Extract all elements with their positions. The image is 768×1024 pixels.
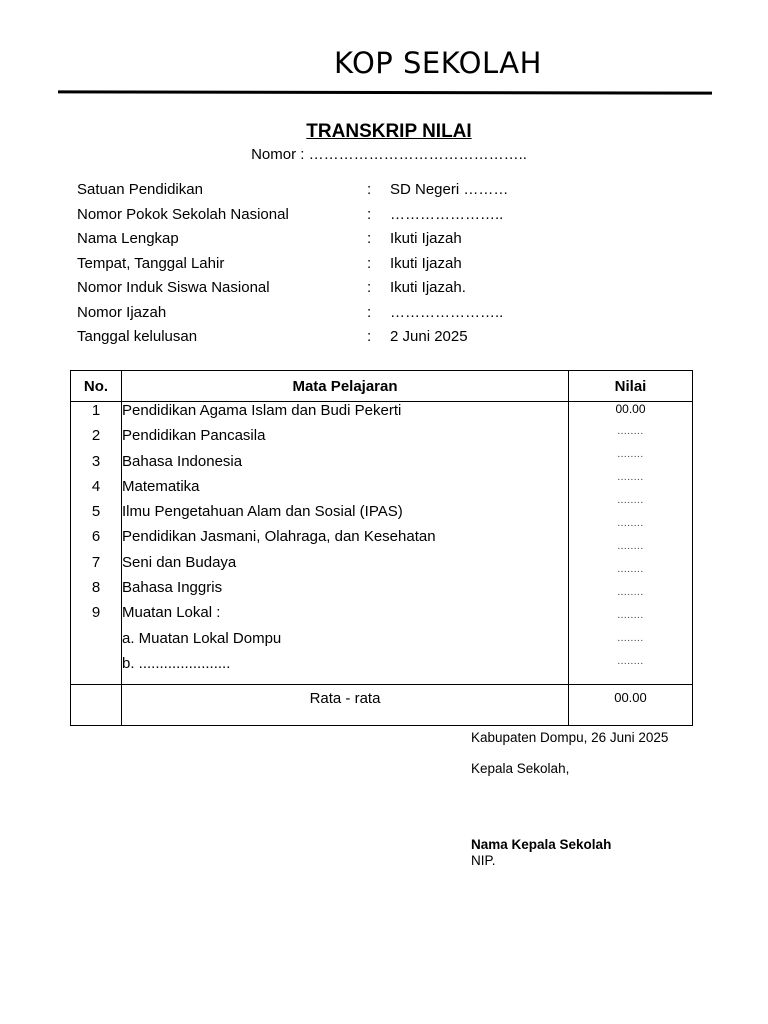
info-label: Nomor Pokok Sekolah Nasional (77, 205, 289, 223)
letterhead-rule (58, 90, 712, 94)
info-colon: : (367, 230, 372, 247)
letterhead-text: KOP SEKOLAH (334, 46, 542, 80)
row-number: 1 (91, 402, 101, 419)
info-row-certificate (77, 304, 717, 329)
info-colon: : (367, 181, 372, 198)
score-column (569, 402, 693, 685)
signature-role: Kepala Sekolah, (471, 761, 570, 776)
row-number: 6 (91, 528, 101, 546)
info-row-npsn (77, 206, 717, 231)
signature-nip: NIP. (471, 853, 496, 868)
letterhead (0, 46, 768, 80)
subject-name: a. Muatan Lokal Dompu (122, 629, 282, 647)
info-row-nisn (77, 279, 717, 304)
score-placeholder: ........ (617, 656, 644, 667)
info-value: Ikuti Ijazah (390, 230, 462, 247)
signature-name: Nama Kepala Sekolah (471, 837, 612, 852)
score-value: 00.00 (615, 402, 646, 416)
grades-table (70, 370, 693, 726)
subject-name: b. ...................... (122, 654, 231, 672)
header-no: No. (71, 371, 122, 402)
document-number: Nomor : …………………………………….. (251, 146, 527, 163)
average-value: 00.00 (569, 685, 693, 726)
table-header-row (71, 371, 693, 402)
subject-name: Pendidikan Agama Islam dan Budi Pekerti (122, 402, 402, 419)
row-number: 2 (91, 427, 101, 445)
table-body-row (71, 402, 693, 685)
subject-name: Bahasa Inggris (122, 579, 223, 597)
info-colon: : (367, 279, 372, 296)
signature-place-date: Kabupaten Dompu, 26 Juni 2025 (471, 730, 669, 745)
info-label: Nomor Ijazah (77, 303, 167, 321)
score-placeholder: ........ (617, 495, 644, 506)
info-row-school (77, 181, 717, 206)
info-value: ………………….. (390, 205, 504, 223)
subject-name: Bahasa Indonesia (122, 452, 243, 470)
subject-name: Seni dan Budaya (122, 553, 237, 571)
subject-name: Matematika (122, 477, 200, 495)
score-placeholder: ........ (617, 587, 644, 598)
score-placeholder: ........ (617, 518, 644, 529)
info-colon: : (367, 328, 372, 345)
header-subject: Mata Pelajaran (122, 371, 569, 402)
subject-column (122, 402, 569, 685)
student-info (77, 181, 717, 353)
score-placeholder: ........ (617, 449, 644, 460)
row-number: 9 (91, 604, 101, 622)
info-label: Nomor Induk Siswa Nasional (77, 279, 270, 296)
row-number (71, 655, 121, 680)
info-value: Ikuti Ijazah. (390, 279, 466, 296)
score-placeholder: ........ (617, 541, 644, 552)
number-column (71, 402, 122, 685)
subject-name: Muatan Lokal : (122, 604, 221, 622)
info-label: Satuan Pendidikan (77, 181, 203, 198)
row-number: 4 (91, 477, 101, 495)
row-number: 8 (91, 579, 101, 597)
header-score: Nilai (569, 371, 693, 402)
row-number: 7 (91, 553, 101, 571)
average-label: Rata - rata (122, 685, 569, 726)
score-placeholder: ........ (617, 633, 644, 644)
info-value: 2 Juni 2025 (390, 328, 468, 345)
row-number (71, 630, 121, 655)
subject-name: Ilmu Pengetahuan Alam dan Sosial (IPAS) (122, 503, 403, 521)
score-placeholder: ........ (617, 472, 644, 483)
info-value: ………………….. (390, 303, 504, 321)
table-footer-row (71, 685, 693, 726)
info-row-graduation (77, 328, 717, 353)
row-number: 5 (91, 503, 101, 521)
info-label: Tempat, Tanggal Lahir (77, 254, 225, 272)
info-colon: : (367, 303, 372, 321)
subject-name: Pendidikan Pancasila (122, 427, 266, 445)
info-value: SD Negeri ……… (390, 181, 509, 198)
score-placeholder: ........ (617, 610, 644, 621)
footer-empty-cell (71, 685, 122, 726)
info-label: Tanggal kelulusan (77, 328, 198, 345)
score-placeholder: ........ (617, 426, 644, 437)
info-value: Ikuti Ijazah (390, 254, 462, 272)
info-colon: : (367, 205, 372, 223)
info-colon: : (367, 254, 372, 272)
document-title: TRANSKRIP NILAI (306, 121, 472, 142)
info-row-name (77, 230, 717, 255)
info-label: Nama Lengkap (77, 230, 179, 247)
score-placeholder: ........ (617, 564, 644, 575)
subject-name: Pendidikan Jasmani, Olahraga, dan Kesehatan (122, 528, 436, 546)
info-row-birth (77, 255, 717, 280)
row-number: 3 (91, 452, 101, 470)
